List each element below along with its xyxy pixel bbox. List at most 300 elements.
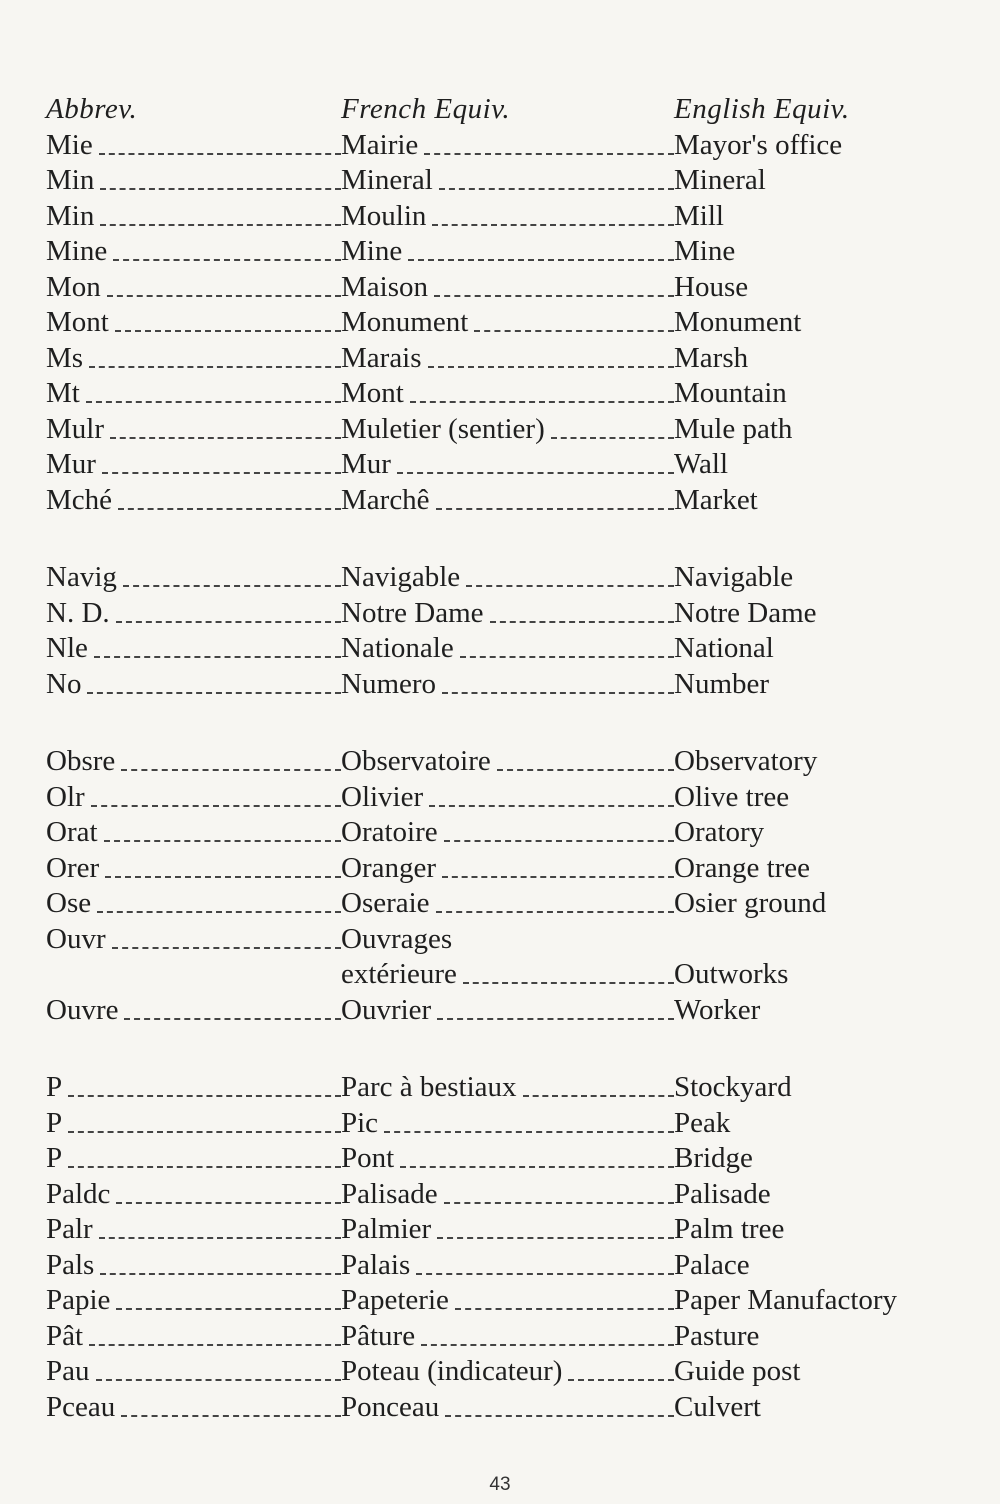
- english-cell: [674, 342, 966, 375]
- abbrev-cell-text: Ouvr: [46, 922, 106, 955]
- abbrev-cell-text: Pau: [46, 1355, 90, 1387]
- english-cell: [674, 816, 966, 849]
- english-cell: [674, 1213, 966, 1246]
- dot-leader: [97, 911, 341, 913]
- french-cell-text: Pont: [341, 1142, 395, 1174]
- abbrev-cell: [46, 484, 341, 517]
- english-cell-text: National: [674, 632, 774, 664]
- table-row: [46, 594, 966, 630]
- english-cell-text: Worker: [674, 993, 761, 1026]
- french-cell: [341, 1391, 674, 1424]
- english-cell-text: Monument: [674, 306, 802, 338]
- abbrev-cell-text: Mulr: [46, 412, 104, 445]
- english-cell: [674, 484, 966, 517]
- dot-leader: [416, 1273, 674, 1275]
- dot-leader: [91, 805, 341, 807]
- english-cell-text: Paper Manufactory: [674, 1284, 898, 1316]
- french-cell: [341, 448, 674, 481]
- abbrev-cell: [46, 816, 341, 849]
- french-cell: [341, 306, 674, 339]
- table-row: [46, 885, 966, 921]
- english-cell-text: Mayor's office: [674, 128, 843, 161]
- english-cell-text: Bridge: [674, 1142, 753, 1174]
- table-row: [46, 743, 966, 779]
- english-cell: [674, 1071, 966, 1104]
- abbrev-cell-text: N. D.: [46, 596, 110, 629]
- english-cell-text: Palace: [674, 1248, 750, 1281]
- table-row: [46, 630, 966, 666]
- abbrev-cell-text: Pals: [46, 1248, 95, 1281]
- abbrev-cell: [46, 129, 341, 162]
- abbrev-cell-text: Mont: [46, 306, 109, 338]
- french-cell-text: Palisade: [341, 1177, 438, 1210]
- dot-leader: [68, 1131, 341, 1133]
- abbrev-cell: [46, 923, 341, 956]
- dot-leader: [442, 876, 674, 878]
- english-cell: [674, 597, 966, 630]
- abbrev-cell-text: Mine: [46, 235, 108, 267]
- dot-leader: [116, 1308, 341, 1310]
- french-cell-text: Poteau (indicateur): [341, 1355, 563, 1387]
- table-row: [46, 375, 966, 411]
- dot-leader: [121, 1415, 341, 1417]
- english-cell-text: Peak: [674, 1106, 731, 1139]
- french-cell: [341, 129, 674, 162]
- abbrev-cell-text: Obsre: [46, 745, 116, 777]
- english-cell-text: Wall: [674, 448, 729, 480]
- english-cell: [674, 887, 966, 920]
- dot-leader: [99, 1237, 341, 1239]
- dot-leader: [118, 508, 341, 510]
- abbrev-cell-text: P: [46, 1142, 63, 1174]
- french-cell-text: Pic: [341, 1106, 379, 1139]
- french-cell: [341, 413, 674, 446]
- abbrev-cell: [46, 306, 341, 339]
- abbrev-cell-text: P: [46, 1106, 63, 1139]
- french-cell: [341, 632, 674, 665]
- table-row: [46, 778, 966, 814]
- abbrev-cell: [46, 377, 341, 410]
- abbrev-cell-text: Mon: [46, 270, 101, 303]
- french-cell: [341, 852, 674, 885]
- english-cell-text: Oratory: [674, 816, 765, 848]
- french-cell-text: Numero: [341, 667, 437, 700]
- abbrev-cell: [46, 1178, 341, 1211]
- french-cell: [341, 1320, 674, 1353]
- dot-leader: [397, 472, 674, 474]
- abbrev-cell: [46, 200, 341, 233]
- french-cell-text: Palais: [341, 1248, 411, 1281]
- table-row: [46, 1317, 966, 1353]
- table-row: [46, 559, 966, 595]
- french-cell: [341, 994, 674, 1027]
- french-cell-text: Pâture: [341, 1319, 416, 1352]
- abbrev-cell: [46, 1071, 341, 1104]
- abbrev-cell: [46, 164, 341, 197]
- french-cell-text: Observatoire: [341, 745, 491, 777]
- french-cell-text: Mur: [341, 448, 391, 480]
- table-row: [46, 665, 966, 701]
- abbrev-cell: [46, 668, 341, 701]
- french-cell-text: Mont: [341, 377, 404, 409]
- english-cell-text: Mountain: [674, 377, 787, 409]
- english-cell: [674, 413, 966, 446]
- english-cell-text: Osier ground: [674, 887, 827, 919]
- abbrev-cell-text: Pceau: [46, 1390, 116, 1423]
- dot-leader: [474, 330, 674, 332]
- dot-leader: [410, 401, 674, 403]
- dot-leader: [444, 1202, 674, 1204]
- abbrev-cell: [46, 413, 341, 446]
- table-row: [46, 1211, 966, 1247]
- french-cell-text: Marchê: [341, 483, 430, 516]
- french-cell-text: Moulin: [341, 199, 427, 232]
- french-cell-text: Ponceau: [341, 1390, 440, 1423]
- abbrev-cell: [46, 597, 341, 630]
- french-cell: [341, 958, 674, 991]
- table-row: [46, 481, 966, 517]
- dot-leader: [437, 1018, 674, 1020]
- french-cell: [341, 1355, 674, 1388]
- english-cell: [674, 164, 966, 197]
- dot-leader: [490, 621, 674, 623]
- table-row: [46, 304, 966, 340]
- abbrev-cell-text: No: [46, 667, 82, 700]
- english-cell: [674, 852, 966, 885]
- english-cell-text: Marsh: [674, 341, 749, 374]
- english-cell-text: Mine: [674, 235, 736, 267]
- table-row: [46, 849, 966, 885]
- dot-leader: [124, 1018, 341, 1020]
- abbrev-cell: [46, 852, 341, 885]
- french-cell-text: Maison: [341, 270, 428, 303]
- english-cell: [674, 561, 966, 594]
- table-row: [46, 1175, 966, 1211]
- table-header: [46, 82, 966, 126]
- abbrev-cell: [46, 632, 341, 665]
- table-row: [46, 268, 966, 304]
- dot-leader: [121, 769, 341, 771]
- dot-leader: [68, 1095, 341, 1097]
- dot-leader: [437, 1237, 674, 1239]
- french-cell-text: Monument: [341, 306, 469, 338]
- dot-leader: [123, 585, 341, 587]
- dot-leader: [86, 401, 341, 403]
- english-cell: [674, 668, 966, 701]
- table-row: [46, 197, 966, 233]
- english-cell-text: Mule path: [674, 412, 793, 445]
- abbrev-cell: [46, 1320, 341, 1353]
- english-cell: [674, 1142, 966, 1175]
- dot-leader: [432, 224, 674, 226]
- abbrev-cell: [46, 271, 341, 304]
- dot-leader: [421, 1344, 674, 1346]
- french-cell: [341, 164, 674, 197]
- abbrev-cell: [46, 1213, 341, 1246]
- french-cell-text: Palmier: [341, 1213, 432, 1245]
- table-row: [46, 410, 966, 446]
- table-row: [46, 1069, 966, 1105]
- french-cell: [341, 484, 674, 517]
- french-cell: [341, 377, 674, 410]
- english-cell-text: Stockyard: [674, 1071, 792, 1103]
- page-number: 43: [489, 1474, 511, 1495]
- abbrev-cell-text: Navig: [46, 561, 117, 593]
- dot-leader: [424, 153, 674, 155]
- english-cell-text: Observatory: [674, 745, 818, 777]
- english-cell-text: Notre Dame: [674, 596, 817, 629]
- dot-leader: [436, 508, 674, 510]
- abbrev-cell-text: Nle: [46, 632, 88, 664]
- french-cell: [341, 781, 674, 814]
- dot-leader: [463, 982, 674, 984]
- french-cell: [341, 923, 674, 956]
- header-abbrev: Abbrev.: [46, 93, 138, 125]
- english-cell: [674, 129, 966, 162]
- english-cell-text: Number: [674, 667, 770, 700]
- english-cell: [674, 1107, 966, 1140]
- english-cell: [674, 1391, 966, 1424]
- abbrev-cell-text: Min: [46, 199, 95, 232]
- abbrev-cell: [46, 1249, 341, 1282]
- french-cell: [341, 816, 674, 849]
- abbrev-cell: [46, 561, 341, 594]
- french-cell: [341, 668, 674, 701]
- dot-leader: [429, 805, 674, 807]
- dot-leader: [100, 1273, 341, 1275]
- french-cell: [341, 235, 674, 268]
- abbrev-cell-text: Min: [46, 164, 95, 196]
- dot-leader: [94, 656, 341, 658]
- table-row: [46, 339, 966, 375]
- abbrev-cell-text: Ms: [46, 341, 84, 374]
- french-cell: [341, 271, 674, 304]
- french-cell-text: Ouvrier: [341, 993, 432, 1026]
- english-cell-text: Navigable: [674, 561, 794, 593]
- dot-leader: [445, 1415, 674, 1417]
- dot-leader: [105, 876, 341, 878]
- abbrev-cell: [46, 235, 341, 268]
- english-cell-text: Orange tree: [674, 851, 811, 884]
- english-cell-text: House: [674, 270, 749, 303]
- dot-leader: [442, 692, 674, 694]
- dot-leader: [113, 259, 341, 261]
- abbrev-cell: [46, 994, 341, 1027]
- english-cell: [674, 632, 966, 665]
- dot-leader: [99, 153, 341, 155]
- abbrev-cell: [46, 448, 341, 481]
- english-cell: [674, 1249, 966, 1282]
- dot-leader: [104, 840, 341, 842]
- english-cell: [674, 377, 966, 410]
- english-cell-text: Palm tree: [674, 1213, 785, 1245]
- table-row: [46, 162, 966, 198]
- abbrev-cell-text: Mur: [46, 448, 96, 480]
- french-cell-text: Nationale: [341, 632, 454, 664]
- english-cell-text: Market: [674, 483, 758, 516]
- english-cell-text: Palisade: [674, 1177, 771, 1210]
- english-cell: [674, 448, 966, 481]
- french-cell-text: Muletier (sentier): [341, 412, 545, 445]
- english-cell: [674, 781, 966, 814]
- french-cell-text: Navigable: [341, 561, 461, 593]
- table-row: [46, 920, 966, 956]
- english-cell: [674, 200, 966, 233]
- dot-leader: [428, 366, 674, 368]
- dot-leader: [116, 1202, 341, 1204]
- abbrev-cell-text: Paldc: [46, 1177, 111, 1210]
- dot-leader: [455, 1308, 674, 1310]
- table-row: [46, 814, 966, 850]
- table-row: [46, 233, 966, 269]
- french-cell: [341, 1178, 674, 1211]
- dot-leader: [466, 585, 674, 587]
- french-cell: [341, 200, 674, 233]
- group-spacer: [46, 701, 966, 743]
- english-cell-text: Mill: [674, 199, 724, 232]
- french-cell: [341, 1107, 674, 1140]
- english-cell: [674, 994, 966, 1027]
- abbreviation-table: [46, 82, 966, 1424]
- table-row: [46, 446, 966, 482]
- french-cell: [341, 745, 674, 778]
- abbrev-cell-text: Mt: [46, 377, 80, 409]
- english-cell: [674, 271, 966, 304]
- abbrev-cell: [46, 1355, 341, 1388]
- french-cell: [341, 1213, 674, 1246]
- abbrev-cell-text: Orer: [46, 851, 100, 884]
- dot-leader: [68, 1166, 341, 1168]
- abbrev-cell-text: Mché: [46, 483, 113, 516]
- french-cell: [341, 561, 674, 594]
- french-cell: [341, 1071, 674, 1104]
- dot-leader: [384, 1131, 674, 1133]
- abbrev-cell: [46, 745, 341, 778]
- dot-leader: [460, 656, 674, 658]
- english-cell-text: Culvert: [674, 1390, 761, 1423]
- english-cell: [674, 745, 966, 778]
- french-cell: [341, 887, 674, 920]
- dot-leader: [115, 330, 341, 332]
- english-cell-text: Pasture: [674, 1319, 760, 1352]
- abbrev-cell-text: Pât: [46, 1319, 84, 1352]
- french-cell-text: Olivier: [341, 780, 424, 813]
- dot-leader: [551, 437, 674, 439]
- table-row: [46, 1104, 966, 1140]
- english-cell-text: Outworks: [674, 958, 789, 990]
- header-french: French Equiv.: [341, 93, 511, 125]
- table-row: [46, 126, 966, 162]
- english-cell: [674, 1320, 966, 1353]
- abbrev-cell-text: Palr: [46, 1213, 93, 1245]
- table-row: [46, 991, 966, 1027]
- abbrev-cell-text: Olr: [46, 780, 85, 813]
- french-cell-text: Mineral: [341, 164, 433, 196]
- english-cell-text: Mineral: [674, 164, 766, 196]
- french-cell-text: Ouvrages: [341, 922, 453, 955]
- dot-leader: [400, 1166, 674, 1168]
- english-cell: [674, 235, 966, 268]
- table-row: [46, 1353, 966, 1389]
- group-spacer: [46, 1027, 966, 1069]
- english-cell: [674, 1355, 966, 1388]
- dot-leader: [439, 188, 674, 190]
- french-cell-text: Notre Dame: [341, 596, 484, 629]
- abbrev-cell-text: Ose: [46, 887, 92, 919]
- abbrev-cell: [46, 887, 341, 920]
- english-cell-text: Olive tree: [674, 780, 790, 813]
- abbrev-cell-text: Papie: [46, 1284, 111, 1316]
- abbrev-cell-text: Orat: [46, 816, 98, 848]
- english-cell: [674, 306, 966, 339]
- english-cell-text: Guide post: [674, 1355, 801, 1387]
- french-cell: [341, 1249, 674, 1282]
- french-cell-text: Oratoire: [341, 816, 438, 848]
- header-english: English Equiv.: [674, 93, 850, 125]
- abbrev-cell: [46, 1284, 341, 1317]
- abbrev-cell: [46, 1142, 341, 1175]
- table-row: [46, 1246, 966, 1282]
- dot-leader: [100, 224, 341, 226]
- french-cell-text: Parc à bestiaux: [341, 1071, 517, 1103]
- table-row: [46, 956, 966, 992]
- dot-leader: [112, 947, 341, 949]
- french-cell: [341, 342, 674, 375]
- abbrev-cell: [46, 1391, 341, 1424]
- abbrev-cell: [46, 1107, 341, 1140]
- dot-leader: [408, 259, 674, 261]
- abbrev-cell: [46, 781, 341, 814]
- french-cell-text: Mairie: [341, 128, 419, 161]
- table-row: [46, 1282, 966, 1318]
- dot-leader: [110, 437, 341, 439]
- dot-leader: [434, 295, 674, 297]
- english-cell: [674, 958, 966, 991]
- french-cell-text: extérieure: [341, 958, 457, 990]
- english-cell: [674, 1178, 966, 1211]
- french-cell: [341, 1284, 674, 1317]
- french-cell-text: Oseraie: [341, 887, 430, 919]
- dot-leader: [444, 840, 674, 842]
- abbrev-cell: [46, 342, 341, 375]
- dot-leader: [523, 1095, 674, 1097]
- abbrev-cell-text: Ouvre: [46, 993, 119, 1026]
- table-row: [46, 1388, 966, 1424]
- dot-leader: [96, 1379, 342, 1381]
- dot-leader: [116, 621, 341, 623]
- french-cell-text: Marais: [341, 341, 422, 374]
- french-cell-text: Oranger: [341, 851, 437, 884]
- table-row: [46, 1140, 966, 1176]
- abbrev-cell-text: P: [46, 1071, 63, 1103]
- table-body: [46, 126, 966, 1424]
- dot-leader: [107, 295, 341, 297]
- abbrev-cell-text: Mie: [46, 128, 93, 161]
- dot-leader: [87, 692, 341, 694]
- dot-leader: [102, 472, 341, 474]
- french-cell: [341, 597, 674, 630]
- dot-leader: [568, 1379, 674, 1381]
- dot-leader: [89, 1344, 341, 1346]
- dot-leader: [89, 366, 341, 368]
- french-cell-text: Mine: [341, 235, 403, 267]
- dot-leader: [436, 911, 674, 913]
- french-cell-text: Papeterie: [341, 1284, 449, 1316]
- dot-leader: [497, 769, 674, 771]
- group-spacer: [46, 517, 966, 559]
- dot-leader: [100, 188, 341, 190]
- english-cell: [674, 1284, 966, 1317]
